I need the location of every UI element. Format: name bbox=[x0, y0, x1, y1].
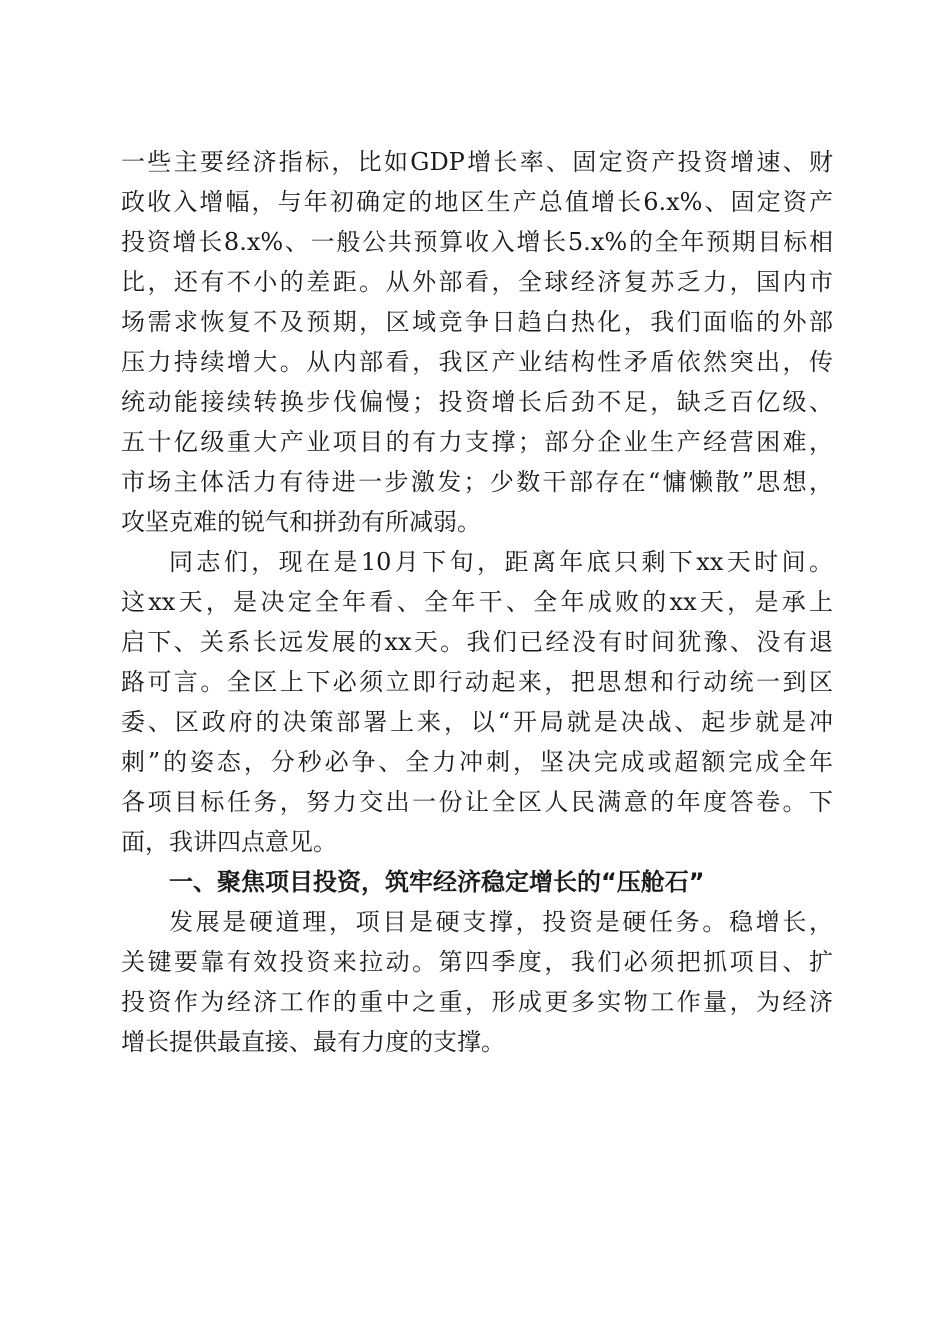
text-line: 市场主体活力有待进一步激发；少数干部存在“慵懒散”思想， bbox=[121, 468, 833, 496]
text-line: 攻坚克难的锐气和拼劲有所减弱。 bbox=[121, 508, 481, 536]
text-line: 投资作为经济工作的重中之重，形成更多实物工作量，为经济 bbox=[121, 988, 833, 1016]
text-line: 统动能接续转换步伐偏慢；投资增长后劲不足，缺乏百亿级、 bbox=[121, 388, 833, 416]
text-line: 场需求恢复不及预期，区域竞争日趋白热化，我们面临的外部 bbox=[121, 308, 833, 336]
paragraph-project-investment bbox=[121, 902, 833, 1062]
text-line: 五十亿级重大产业项目的有力支撑；部分企业生产经营困难， bbox=[121, 428, 833, 456]
text-line: 压力持续增大。从内部看，我区产业结构性矛盾依然突出，传 bbox=[121, 348, 833, 376]
text-line: 关键要靠有效投资来拉动。第四季度，我们必须把抓项目、扩 bbox=[121, 948, 833, 976]
text-line: 面，我讲四点意见。 bbox=[121, 828, 337, 856]
section-heading: 一、聚焦项目投资，筑牢经济稳定增长的“压舱石” bbox=[169, 868, 705, 896]
text-line: 启下、关系长远发展的xx天。我们已经没有时间犹豫、没有退 bbox=[121, 628, 833, 656]
text-line: 各项目标任务，努力交出一份让全区人民满意的年度答卷。下 bbox=[121, 788, 833, 816]
text-line: 路可言。全区上下必须立即行动起来，把思想和行动统一到区 bbox=[121, 668, 833, 696]
paragraph-comrades bbox=[121, 542, 833, 862]
text-line: 一些主要经济指标，比如GDP增长率、固定资产投资增速、财 bbox=[121, 148, 833, 176]
paragraph-economic-indicators bbox=[121, 142, 833, 542]
text-line: 这xx天，是决定全年看、全年干、全年成败的xx天，是承上 bbox=[121, 588, 833, 616]
text-line: 投资增长8.x%、一般公共预算收入增长5.x%的全年预期目标相 bbox=[121, 228, 833, 256]
text-line: 增长提供最直接、最有力度的支撑。 bbox=[121, 1028, 505, 1056]
text-line: 同志们，现在是10月下旬，距离年底只剩下xx天时间。 bbox=[169, 548, 833, 576]
text-line: 政收入增幅，与年初确定的地区生产总值增长6.x%、固定资产 bbox=[121, 188, 833, 216]
text-line: 发展是硬道理，项目是硬支撑，投资是硬任务。稳增长， bbox=[169, 908, 833, 936]
text-line: 比，还有不小的差距。从外部看，全球经济复苏乏力，国内市 bbox=[121, 268, 833, 296]
text-line: 委、区政府的决策部署上来，以“开局就是决战、起步就是冲 bbox=[121, 708, 833, 736]
text-line: 刺”的姿态，分秒必争、全力冲刺，坚决完成或超额完成全年 bbox=[121, 748, 833, 776]
document-body bbox=[121, 142, 833, 1062]
